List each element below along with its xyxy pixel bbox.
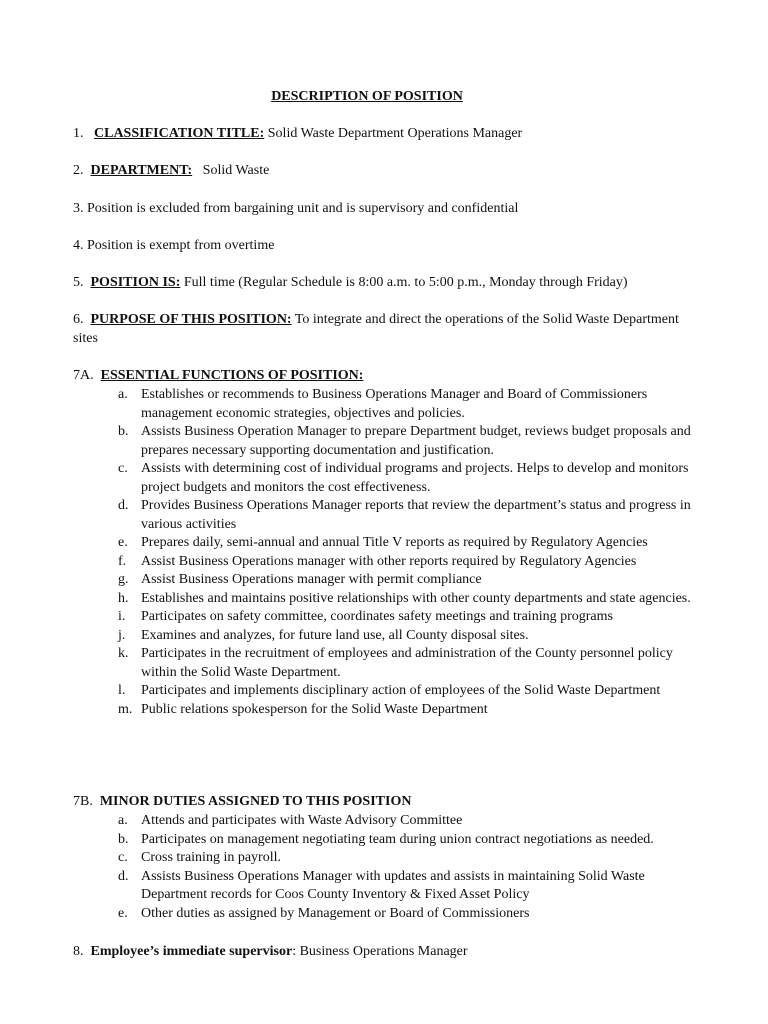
list-item-text: Cross training in payroll. — [141, 850, 281, 865]
list-marker: m. — [118, 701, 133, 717]
essential-functions-list — [0, 386, 768, 719]
list-marker: b. — [118, 424, 129, 439]
list-item — [0, 460, 768, 497]
classification-label: CLASSIFICATION TITLE: — [94, 126, 265, 141]
list-item-text: Establishes or recommends to Business Operations Manager and Board of Commissioners management economic strategies, objectives and policies. — [141, 387, 648, 421]
list-item — [0, 645, 768, 682]
department-value: Solid Waste — [202, 163, 270, 178]
list-item-text: Assist Business Operations manager with other reports required by Regulatory Agencies — [141, 553, 637, 569]
list-marker: f. — [118, 553, 127, 569]
list-item — [0, 386, 768, 423]
list-item-text: Prepares daily, semi-annual and annual Title V reports as required by Regulatory Agencies — [141, 535, 648, 550]
list-marker: k. — [118, 646, 129, 661]
list-item-text: Attends and participates with Waste Advisory Committee — [141, 813, 463, 828]
purpose-value: To integrate and direct the operations of the Solid Waste Department sites — [73, 312, 679, 346]
list-item-text: Participates and implements disciplinary action of employees of the Solid Waste Department — [141, 683, 661, 698]
department-line — [73, 162, 713, 181]
item-number: 5. — [73, 275, 84, 290]
list-item-text: Other duties as assigned by Management or Board of Commissioners — [141, 905, 530, 921]
list-item — [0, 553, 768, 572]
supervisor-line — [73, 943, 713, 962]
list-marker: d. — [118, 868, 129, 884]
list-item — [0, 590, 768, 609]
list-marker: h. — [118, 590, 129, 606]
list-item-text: Assists Business Operations Manager with updates and assists in maintaining Solid Waste Department records for Coos County Inventory & Fixed Asset Policy — [141, 868, 645, 902]
list-item — [0, 608, 768, 627]
supervisor-value: : Business Operations Manager — [292, 944, 468, 959]
position-is-value: Full time (Regular Schedule is 8:00 a.m. to 5:00 p.m., Monday through Friday) — [183, 275, 628, 290]
list-item — [0, 497, 768, 534]
list-item — [0, 627, 768, 646]
classification-line — [73, 125, 713, 144]
list-item-text: Provides Business Operations Manager reports that review the department’s status and progress in various activities — [141, 498, 691, 532]
position-is-line — [73, 274, 713, 293]
overtime-line: 4. Position is exempt from overtime — [73, 238, 275, 253]
list-item-text: Participates in the recruitment of employees and administration of the County personnel policy within the Solid Waste Department. — [141, 646, 673, 680]
classification-value: Solid Waste Department Operations Manager — [267, 126, 523, 141]
list-item-text: Assist Business Operations manager with permit compliance — [141, 572, 482, 587]
supervisor-label: Employee’s immediate supervisor — [90, 944, 293, 959]
list-marker: g. — [118, 572, 129, 587]
purpose-label: PURPOSE OF THIS POSITION: — [90, 312, 292, 327]
minor-duties-label: MINOR DUTIES ASSIGNED TO THIS POSITION — [99, 794, 412, 809]
essential-heading — [73, 367, 713, 386]
list-marker: j. — [118, 627, 126, 643]
list-item — [0, 682, 768, 701]
list-item-text: Participates on safety committee, coordinates safety meetings and training programs — [141, 609, 613, 624]
department-label: DEPARTMENT: — [90, 163, 193, 178]
list-item-text: Participates on management negotiating team during union contract negotiations as needed. — [141, 831, 654, 847]
list-item-text: Establishes and maintains positive relationships with other county departments and state agencies. — [141, 590, 691, 606]
list-marker: l. — [118, 683, 126, 698]
minor-duties-heading — [73, 793, 713, 812]
list-marker: a. — [118, 387, 128, 402]
list-marker: i. — [118, 609, 126, 624]
list-item-text: Public relations spokesperson for the Solid Waste Department — [141, 701, 488, 717]
list-item — [0, 701, 768, 720]
position-is-label: POSITION IS: — [90, 275, 181, 290]
list-item-text: Assists Business Operation Manager to prepare Department budget, reviews budget proposals and prepares necessary supporting documentation and justification. — [141, 424, 691, 458]
essential-label: ESSENTIAL FUNCTIONS OF POSITION: — [100, 368, 364, 383]
section-number: 7B. — [73, 794, 93, 809]
list-item — [0, 571, 768, 590]
list-marker: e. — [118, 905, 128, 921]
purpose-line — [73, 311, 703, 348]
list-marker: c. — [118, 850, 128, 865]
list-marker: a. — [118, 813, 128, 828]
bargaining-line: 3. Position is excluded from bargaining unit and is supervisory and confidential — [73, 201, 519, 216]
item-number: 6. — [73, 312, 84, 327]
list-marker: e. — [118, 535, 128, 550]
list-item — [0, 849, 768, 868]
list-item — [0, 905, 768, 924]
minor-duties-list — [0, 812, 768, 923]
list-item — [0, 868, 768, 905]
list-item — [0, 534, 768, 553]
item-number: 2. — [73, 163, 84, 178]
document-title: DESCRIPTION OF POSITION — [271, 89, 463, 104]
list-marker: b. — [118, 831, 129, 847]
list-item — [0, 812, 768, 831]
list-item-text: Assists with determining cost of individual programs and projects. Helps to develop and monitors project budgets and monitors the cost effectiveness. — [141, 461, 689, 495]
item-number: 1. — [73, 126, 84, 141]
list-marker: d. — [118, 498, 129, 513]
list-item-text: Examines and analyzes, for future land use, all County disposal sites. — [141, 627, 529, 643]
list-marker: c. — [118, 461, 128, 476]
section-number: 7A. — [73, 368, 94, 383]
list-item — [0, 423, 768, 460]
list-item — [0, 831, 768, 850]
item-number: 8. — [73, 944, 84, 959]
